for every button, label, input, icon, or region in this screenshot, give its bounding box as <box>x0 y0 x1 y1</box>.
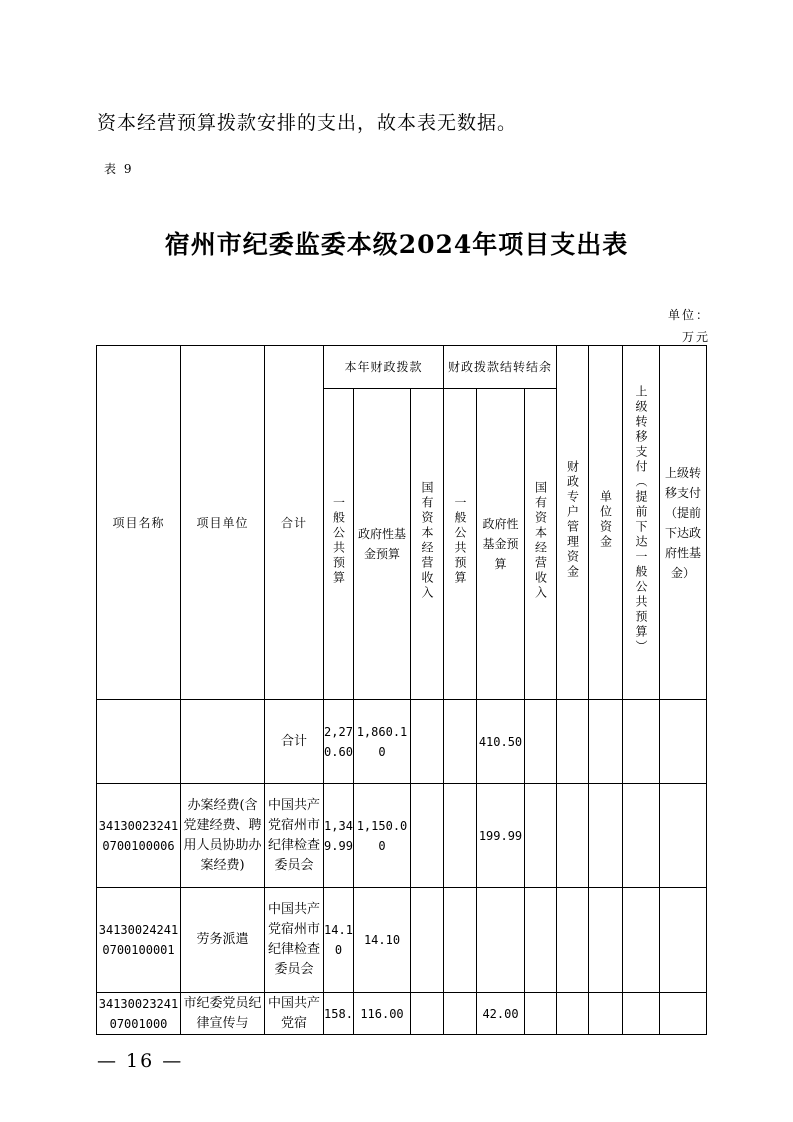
intro-text: 资本经营预算拨款安排的支出，故本表无数据。 <box>97 112 518 134</box>
unit-note <box>662 304 710 348</box>
row-transfer-general <box>623 700 660 784</box>
header-state-capital: 国有资本经营收入 <box>411 389 444 700</box>
row-code: 341300232410700100006 <box>97 784 181 888</box>
row-state-capital <box>411 993 444 1035</box>
row-transfer-general <box>623 888 660 993</box>
row-carry-general <box>444 784 477 888</box>
table-number: 表 9 <box>104 162 134 176</box>
row-unit: 中国共产党宿 <box>265 993 324 1035</box>
row-special <box>557 784 589 888</box>
row-state-capital <box>411 888 444 993</box>
row-transfer-gov-fund <box>660 784 707 888</box>
row-unit: 中国共产党宿州市纪律检查委员会 <box>265 784 324 888</box>
table-row <box>97 700 707 784</box>
row-special <box>557 993 589 1035</box>
header-total: 合计 <box>265 346 324 700</box>
row-carry-general <box>444 888 477 993</box>
row-name: 劳务派遣 <box>181 888 265 993</box>
row-special <box>557 888 589 993</box>
row-gov-fund: 116.00 <box>354 993 411 1035</box>
row-carry-gov-fund: 199.99 <box>477 784 525 888</box>
table-row <box>97 993 707 1035</box>
row-carry-gov-fund <box>477 888 525 993</box>
project-expense-table <box>96 345 707 1035</box>
row-transfer-gov-fund <box>660 993 707 1035</box>
row-transfer-gov-fund <box>660 700 707 784</box>
row-code: 341300242410700100001 <box>97 888 181 993</box>
header-project-name: 项目名称 <box>97 346 181 700</box>
row-gov-fund: 14.10 <box>354 888 411 993</box>
row-gov-fund: 1,860.10 <box>354 700 411 784</box>
row-transfer-general <box>623 784 660 888</box>
row-code: 3413002324107001000 <box>97 993 181 1035</box>
header-unit-fund: 单位资金 <box>589 346 623 700</box>
row-carry-general <box>444 993 477 1035</box>
row-unit: 中国共产党宿州市纪律检查委员会 <box>265 888 324 993</box>
row-state-capital <box>411 700 444 784</box>
header-carry-general: 一般公共预算 <box>444 389 477 700</box>
unit-value: 万元 <box>681 330 710 344</box>
header-general-budget: 一般公共预算 <box>324 389 354 700</box>
row-carry-gov-fund: 410.50 <box>477 700 525 784</box>
row-general: 158. <box>324 993 354 1035</box>
row-unit-fund <box>589 700 623 784</box>
row-code <box>97 700 181 784</box>
row-state-capital <box>411 784 444 888</box>
table-row <box>97 784 707 888</box>
page-title: 宿州市纪委监委本级2024年项目支出表 <box>164 230 629 259</box>
row-unit-fund <box>589 993 623 1035</box>
row-general: 1,349.99 <box>324 784 354 888</box>
row-carry-state <box>525 888 557 993</box>
header-project-unit: 项目单位 <box>181 346 265 700</box>
header-carryover-group: 财政拨款结转结余 <box>444 346 557 389</box>
row-carry-state <box>525 784 557 888</box>
header-transfer-gov-fund: 上级转移支付（提前下达政府性基金） <box>660 346 707 700</box>
row-name: 办案经费(含党建经费、聘用人员协助办案经费) <box>181 784 265 888</box>
row-carry-state <box>525 993 557 1035</box>
row-name <box>181 700 265 784</box>
row-transfer-gov-fund <box>660 888 707 993</box>
header-special-fund: 财政专户管理资金 <box>557 346 589 700</box>
row-name: 市纪委党员纪律宣传与 <box>181 993 265 1035</box>
row-general: 2,270.60 <box>324 700 354 784</box>
unit-label: 单位： <box>667 308 710 322</box>
row-carry-gov-fund: 42.00 <box>477 993 525 1035</box>
page-number: — 16 — <box>97 1050 184 1072</box>
row-special <box>557 700 589 784</box>
header-carry-state-capital: 国有资本经营收入 <box>525 389 557 700</box>
row-gov-fund: 1,150.00 <box>354 784 411 888</box>
header-carry-gov-fund: 政府性基金预算 <box>477 389 525 700</box>
header-gov-fund-budget: 政府性基金预算 <box>354 389 411 700</box>
row-unit-fund <box>589 888 623 993</box>
row-carry-general <box>444 700 477 784</box>
row-carry-state <box>525 700 557 784</box>
row-general: 14.10 <box>324 888 354 993</box>
row-transfer-general <box>623 993 660 1035</box>
header-current-year-group: 本年财政拨款 <box>324 346 444 389</box>
row-unit: 合计 <box>265 700 324 784</box>
row-unit-fund <box>589 784 623 888</box>
table-row <box>97 888 707 993</box>
header-transfer-general: 上级转移支付（提前下达一般公共预算） <box>623 346 660 700</box>
